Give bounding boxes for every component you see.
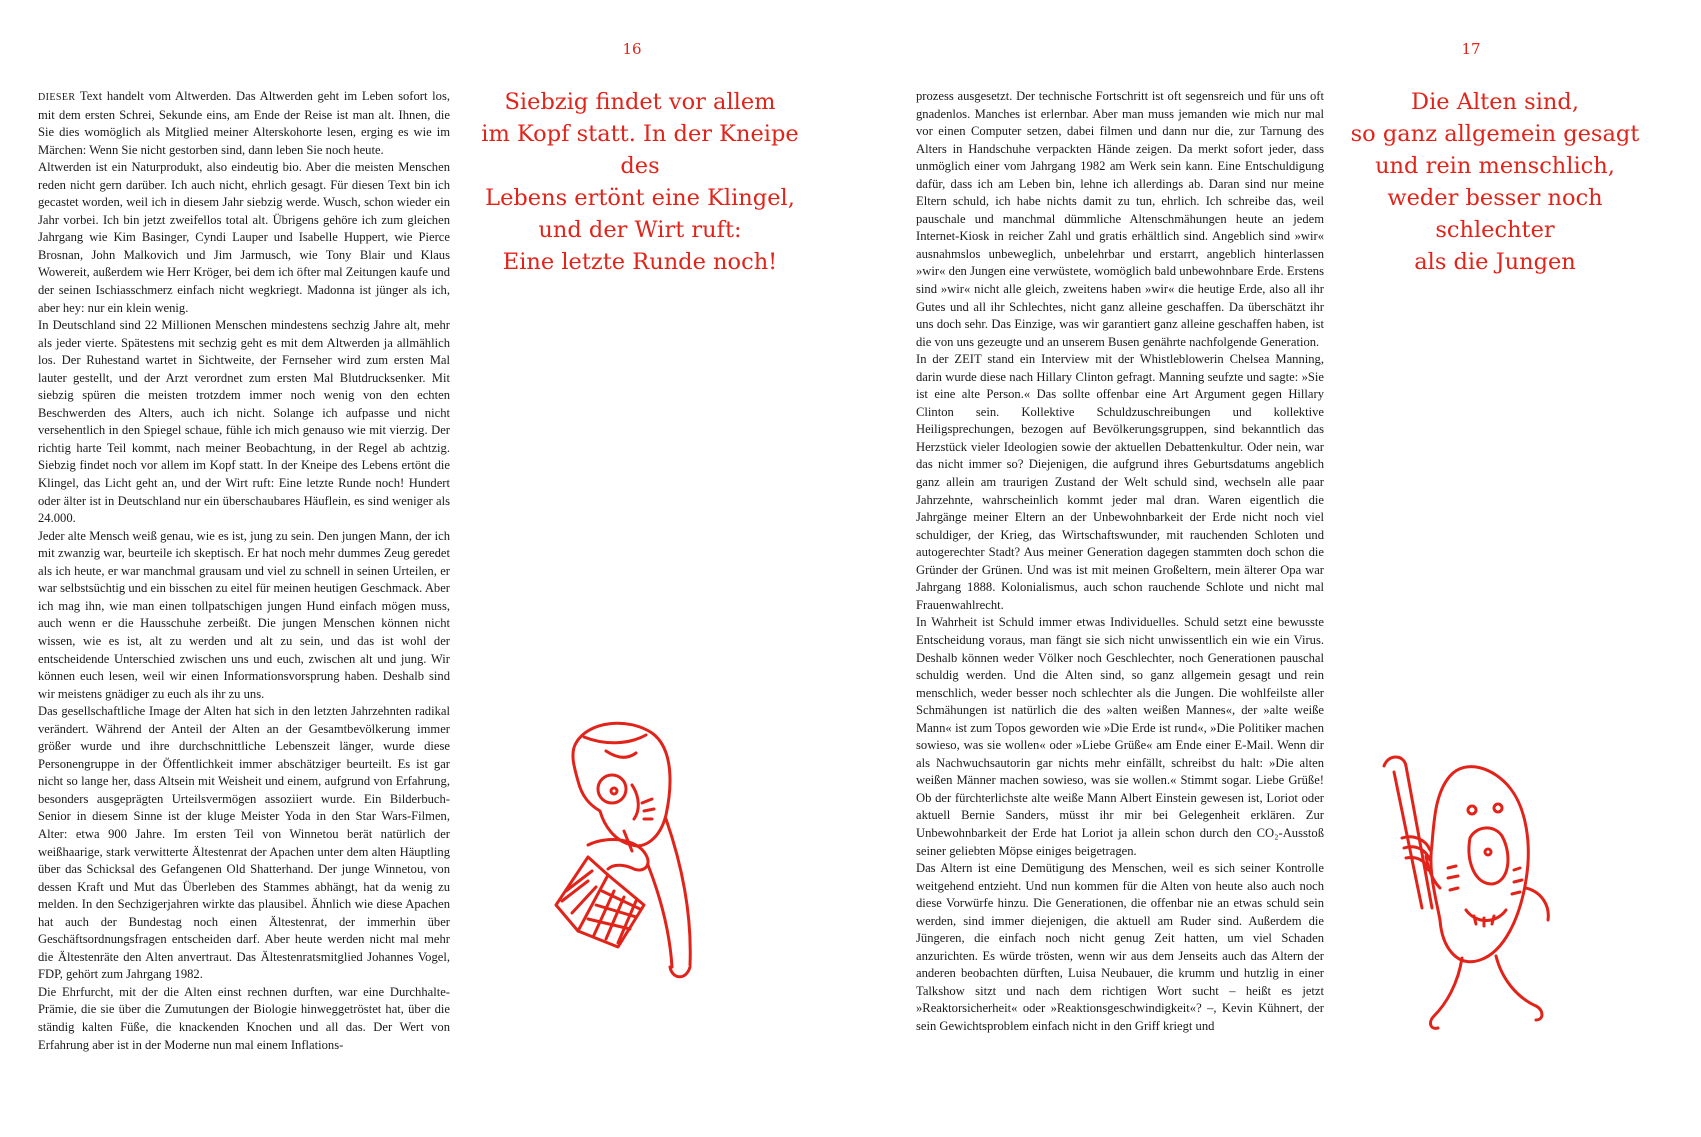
paragraph-5: Das gesellschaftliche Image der Alten hat sich in den letzten Jahrzehnten radikal verändert. Während der Anteil der Alten an der Gesamtbevölkerung immer größer wurde und ihre durchschnittliche Lebenszeit länger, wurde diese Personengruppe in der Öffentlichkeit immer abschätziger beurteilt. Es ist gar nicht so lange her, dass Altsein mit Weisheit und einem, aufgrund von Erfahrung, besonders ausgeprägten Urteilsvermögen assoziiert wurde. Ein Bilderbuch-Senior in diesem Sinne ist der kluge Meister Yoda in den Star Wars-Filmen, Alter: etwa 900 Jahre. Im ersten Teil von Winnetou berät natürlich der weißhaarige, stark verwitterte Ältestenrat der Apachen unter dem alten Häuptling über das Schicksal des Gefangenen Old Shatterhand. Der junge Winnetou, von dessen Kraft und Mut das Überleben des Stammes abhängt, hat da wenig zu melden. In den Sechzigerjahren wirkte das plausibel. Ähnlich wie diese Apachen hat auch der Bundestag noch einen Ältestenrat, der immerhin über Geschäftsordnungsfragen entscheiden darf. Aber heute werden nicht mal mehr die Ältestenräte den Alten anvertraut. Das Ältestenratsmitglied Johannes Vogel, FDP, gehört zum Jahrgang 1982. — [38, 704, 450, 982]
paragraph-2: Altwerden ist ein Naturprodukt, also eindeutig bio. Aber die meisten Menschen reden nicht gern darüber. Ich auch nicht, ehrlich gesagt. Für diesen Text bin ich gecastet worden, weil ich in diesem Jahr siebzig werde. Wusch, schon wieder ein Jahr vorbei. Ich bin jetzt zweifellos total alt. Übrigens gehöre ich zum gleichen Jahrgang wie Kim Basinger, Cyndi Lauper und Isabelle Huppert, wie Pierce Brosnan, John Malkovich und Jim Jarmusch, wie Tony Blair und Klaus Wowereit, außerdem wie Herr Kröger, bei dem ich öfter mal Zeitungen kaufe und der seinen Ischiasschmerz einfach nicht wegkriegt. Madonna ist jünger als ich, aber hey: nur ein klein wenig. — [38, 160, 450, 315]
page-number-left: 16 — [622, 40, 642, 58]
old-man-with-cane-drawing-icon — [1370, 748, 1570, 1048]
paragraph-7: prozess ausgesetzt. Der technische Fortschritt ist oft segensreich und für uns oft gnadenlos. Manches ist erlernbar. Aber man muss jemanden wie mich nur mal vor einen Computer setzen, dabei filmen und dann nur die, zur Tarnung des Alters in Handschuhe verpackten Hände zeigen. Da merkt sofort jeder, dass unmöglich einer vom Jahrgang 1982 am Werk sein kann. Eine Entschuldigung dafür, dass ich am Leben bin, lehne ich allerdings ab. Daran sind nur meine Eltern schuld, ich habe nichts damit zu tun, ehrlich. Ich schreibe das, weil pauschale und manchmal dümmliche Altenschmähungen heute an jedem Internet-Kiosk in reicher Zahl und gratis erhältlich sind. Angeblich sind »wir« ausnahmslos unbeweglich, unbelehrbar und erstarrt, angeblich hinterlassen »wir« den Jungen eine verwüstete, womöglich bald unbewohnbare Erde. Erstens sind »wir« nicht alle gleich, zweitens haben »wir« die heutige Erde, also all ihr Gutes und all ihr Schlechtes, nicht ganz alleine geschaffen. Da überschätzt ihr uns doch sehr. Das Einzige, was wir garantiert ganz alleine geschaffen haben, ist die von uns gezeugte und an unserem Busen genährte nachfolgende Generation. — [916, 89, 1324, 349]
left-body-text — [38, 88, 450, 1054]
paragraph-4: Jeder alte Mensch weiß genau, wie es ist, jung zu sein. Den jungen Mann, der ich mit zwanzig war, beurteile ich skeptisch. Er hat noch mehr dummes Zeug geredet als ich heute, er war manchmal grausam und viel zu schnell in seinen Urteilen, er war selbstsüchtig und ein bisschen zu eitel für meinen heutigen Geschmack. Aber ich mag ihn, wie man einen tollpatschigen jungen Hund einfach mögen muss, auch wenn er die Hausschuhe zerbeißt. Die jungen Menschen können nicht wissen, wie es ist, alt zu werden und alt zu sein, und das ist wohl der entscheidende Unterschied zwischen uns und euch, zwischen alt und jung. Wir können euch lesen, weil wir einen Informationsvorsprung haben. Deshalb sind wir meistens gnädiger zu euch als ihr zu uns. — [38, 528, 450, 701]
right-body-text — [916, 88, 1324, 1036]
lead-word: DIESER — [38, 92, 76, 103]
paragraph-10: Das Altern ist eine Demütigung des Menschen, weil es sich seiner Kontrolle weitgehend entzieht. Und nun kommen für die Alten von heute also auch noch diese Vorwürfe hinzu. Die Generationen, die offenbar nie an etwas schuld sein werden, sind immer diejenigen, die aktuell am Ruder sind. Außerdem die Jüngeren, die einfach noch nicht genug Zeit hatten, um viel Schaden anzurichten. Es würde trösten, wenn wir aus dem Jenseits auch das Altern der anderen beobachten dürften, Luisa Neubauer, die krumm und hutzlig in einer Talkshow sitzt und nach dem richtigen Wort sucht – heißt es jetzt »Reaktorsicherheit« oder »Reaktionsgeschwindigkeit«? –, Kevin Kühnert, der sein Gewichtsproblem einfach nicht in den Griff kriegt und — [916, 861, 1324, 1033]
old-man-at-laptop-drawing-icon — [548, 715, 718, 990]
paragraph-8: In der ZEIT stand ein Interview mit der Whistleblowerin Chelsea Manning, darin wurde diese nach Hillary Clinton gefragt. Manning seufzte und sagte: »Sie ist eine alte Person.« Das sollte offenbar eine Art Argument gegen Hillary Clinton sein. Kollektive Schuldzuschreibungen und kollektive Heiligsprechungen, bezogen auf Bevölkerungsgruppen, sind bekanntlich das Herzstück vieler Ideologien sowie der aktuellen Debattenkultur. Oder nein, war das nicht immer so? Diejenigen, die aufgrund ihres Geburtsdatums angeblich ganz allein am traurigen Zustand der Welt schuld sind, wechseln alle paar Jahrzehnte, wahrscheinlich kommt jeder mal dran. Waren eigentlich die Jahrgänge meiner Eltern an der Unbewohnbarkeit der Erde nicht noch viel schuldiger, der Krieg, das Wirtschaftswunder, mit rauchenden Schloten und autogerechter Stadt? Aus meiner Generation dagegen stammten doch schon die Gründer der Grünen. Und was ist mit meinen Großeltern, mein älterer Opa war Jahrgang 1888. Kolonialismus, auch schon rauchende Schlote und nicht mal Frauenwahlrecht. — [916, 352, 1324, 612]
pull-quote-right: Die Alten sind, so ganz allgemein gesagt und rein menschlich, weder besser noch schlechter als die Jungen — [1350, 89, 1640, 275]
paragraph-9: In Wahrheit ist Schuld immer etwas Individuelles. Schuld setzt eine bewusste Entscheidung voraus, man fängt sie sich nicht unwissentlich ein wie ein Virus. Deshalb können weder Völker noch Geschlechter, noch Generationen pauschal schuldig werden. Und die Alten sind, so ganz allgemein gesagt und rein menschlich, weder besser noch schlechter als die Jungen. Die wohlfeilste aller Schmähungen ist natürlich die des »alten weißen Mannes«, der »alte weiße Mann« ist zum Topos geworden wie »Die Erde ist rund«, »Die Politiker machen sowieso, was sie wollen« oder »Liebe Grüße« am Ende einer E-Mail. Wenn dir als Nachwuchsautorin gar nichts mehr einfällt, schreibst du halt: »Die alten weißen Männer machen sowieso, was sie wollen.« Stimmt sogar. Liebe Grüße! Ob der fürchterlichste alte weiße Mann Albert Einstein gewesen ist, Loriot oder aktuell Bernie Sanders, müsst ihr mir bei Gelegenheit erklären. Zur Unbewohnbarkeit der Erde hat Loriot ja allein schon durch den CO₂-Ausstoß seiner geliebten Möpse einiges beigetragen. — [916, 615, 1324, 858]
pull-quote-left: Siebzig findet vor allem im Kopf statt. In der Kneipe des Lebens ertönt eine Klingel, und der Wirt ruft: Eine letzte Runde noch! — [481, 89, 799, 275]
paragraph-6: Die Ehrfurcht, mit der die Alten einst rechnen durften, war eine Durchhalte-Prämie, die sie über die Zumutungen der Biologie hinweggetröstet hat, über die ständig kalten Füße, die knackenden Knochen und all das. Der Wert von Erfahrung aber ist in der Moderne nun mal einem Inflations- — [38, 984, 450, 1052]
paragraph-3: In Deutschland sind 22 Millionen Menschen mindestens sechzig Jahre alt, mehr als jeder vierte. Spätestens mit sechzig geht es mit dem Altwerden ja allmählich los. Der Ruhestand wartet in Sichtweite, der Fernseher wird zum ersten Mal lauter gestellt, und der Arzt verordnet zum ersten Mal Blutdrucksenker. Mit siebzig spüren die meisten trotzdem immer noch wenig von den echten Beschwerden des Alters, auch ich nicht. Solange ich aufpasse und nicht versehentlich in den Spiegel schaue, fühle ich mich genauso wie mit vierzig. Der richtig harte Teil kommt, nach meiner Beobachtung, in der Regel ab achtzig. Siebzig findet noch vor allem im Kopf statt. In der Kneipe des Lebens ertönt die Klingel, das Licht geht an, und der Wirt ruft: Eine letzte Runde noch! Hundert oder älter ist in Deutschland nur ein überschaubares Häuflein, es sind weniger als 24.000. — [38, 318, 450, 526]
page-number-right: 17 — [1461, 40, 1481, 58]
paragraph-1: DIESER Text handelt vom Altwerden. Das Altwerden geht im Leben sofort los, mit dem ersten Schrei, Sekunde eins, am Ende der Reise ist man alt. Ihnen, die Sie dies womöglich als Mitglied meiner Alterskohorte lesen, erging es wie im Märchen: Wenn Sie nicht gestorben sind, dann leben Sie noch heute. — [38, 89, 451, 157]
